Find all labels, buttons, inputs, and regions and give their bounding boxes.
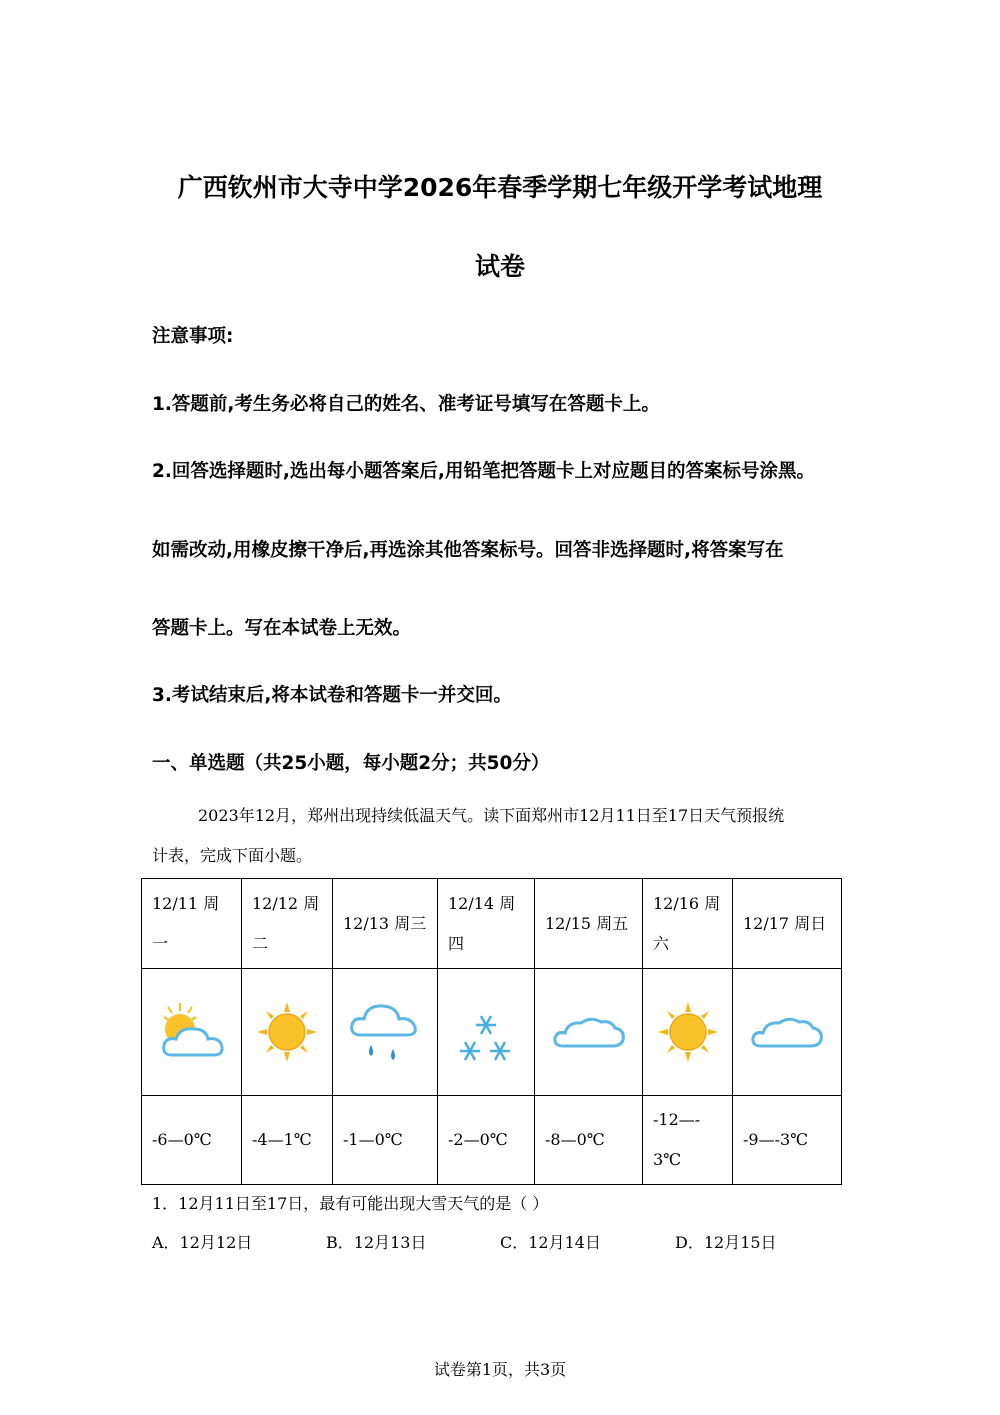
cloudy-icon (749, 1012, 825, 1052)
icon-cell (535, 969, 643, 1096)
intro-line2: 计表，完成下面小题。 (152, 846, 313, 865)
option-a[interactable]: A．12月12日 (152, 1233, 253, 1252)
sunny-icon (255, 1000, 319, 1064)
option-d[interactable]: D．12月15日 (675, 1233, 777, 1252)
page-footer: 试卷第1页，共3页 (433, 1360, 567, 1379)
notice-item-2-line1: 2.回答选择题时,选出每小题答案后,用铅笔把答题卡上对应题目的答案标号涂黑。 (152, 461, 815, 482)
date-row (142, 879, 842, 969)
temperature-row (142, 1096, 842, 1185)
notice-item-1: 1.答题前,考生务必将自己的姓名、准考证号填写在答题卡上。 (152, 394, 660, 415)
date-cell: 12/14 周 四 (438, 879, 535, 969)
partly-cloudy-icon (152, 997, 232, 1067)
icon-row (142, 969, 842, 1096)
temp-cell: -8—0℃ (535, 1096, 643, 1185)
snow-icon (454, 1009, 518, 1073)
temp-cell: -4—1℃ (242, 1096, 333, 1185)
temp-cell: -6—0℃ (142, 1096, 242, 1185)
icon-cell (438, 969, 535, 1096)
icon-cell (242, 969, 333, 1096)
date-cell: 12/17 周日 (733, 879, 842, 969)
sunny-icon (656, 1000, 720, 1064)
icon-cell (333, 969, 438, 1096)
weather-forecast-table (141, 878, 842, 1185)
icon-cell (733, 969, 842, 1096)
cloudy-icon (551, 1012, 627, 1052)
date-cell: 12/12 周 二 (242, 879, 333, 969)
notice-heading: 注意事项: (152, 326, 234, 347)
temp-cell: -12—- 3℃ (643, 1096, 733, 1185)
date-cell: 12/16 周 六 (643, 879, 733, 969)
notice-item-2-line3: 答题卡上。写在本试卷上无效。 (152, 618, 412, 639)
temp-cell: -2—0℃ (438, 1096, 535, 1185)
notice-item-3: 3.考试结束后,将本试卷和答题卡一并交回。 (152, 685, 512, 706)
intro-line1: 2023年12月，郑州出现持续低温天气。读下面郑州市12月11日至17日天气预报统 (198, 806, 785, 825)
page-title-line2: 试卷 (474, 252, 525, 281)
notice-item-2-line2: 如需改动,用橡皮擦干净后,再选涂其他答案标号。回答非选择题时,将答案写在 (152, 540, 784, 561)
date-cell: 12/11 周一 (142, 879, 242, 969)
date-cell: 12/15 周五 (535, 879, 643, 969)
icon-cell (643, 969, 733, 1096)
section-heading: 一、单选题（共25小题，每小题2分；共50分） (152, 753, 550, 774)
option-c[interactable]: C．12月14日 (500, 1233, 601, 1252)
question-1-stem: 1．12月11日至17日，最有可能出现大雪天气的是（ ） (152, 1194, 549, 1213)
date-cell: 12/13 周三 (333, 879, 438, 969)
page-title-line1: 广西钦州市大寺中学2026年春季学期七年级开学考试地理 (177, 173, 823, 202)
temp-cell: -1—0℃ (333, 1096, 438, 1185)
option-b[interactable]: B．12月13日 (326, 1233, 427, 1252)
temp-cell: -9—-3℃ (733, 1096, 842, 1185)
rain-icon (347, 997, 423, 1067)
icon-cell (142, 969, 242, 1096)
